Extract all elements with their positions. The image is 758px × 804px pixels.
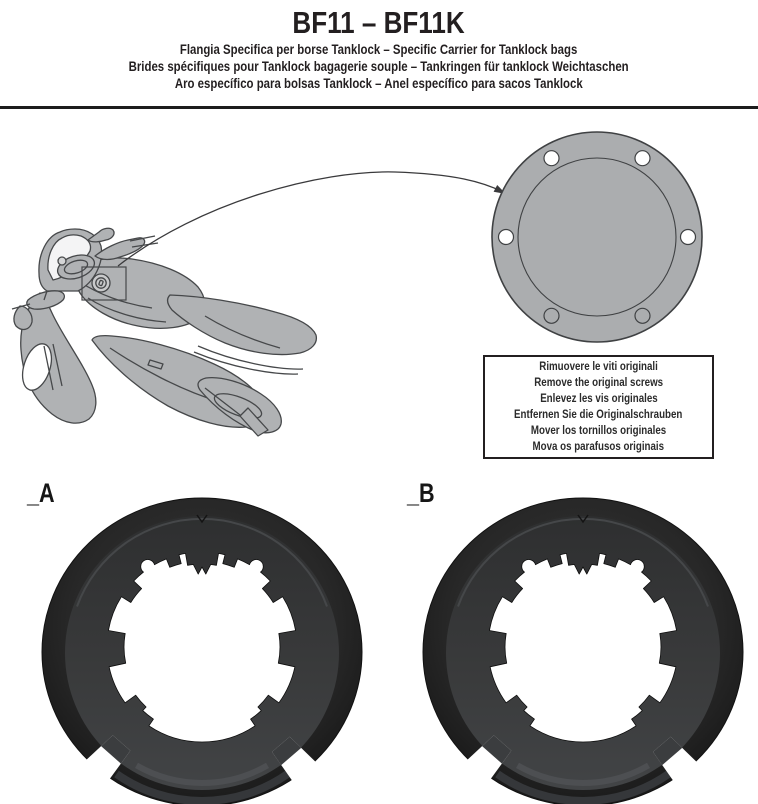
ring-b-illustration [418, 497, 748, 804]
page-title-text: BF11 – BF11K [292, 5, 466, 40]
page-title [0, 5, 758, 41]
screw-hole-top-left [544, 151, 559, 166]
instruction-en: Remove the original screws [534, 376, 663, 389]
seat-tail [168, 295, 317, 355]
fuel-cap-icon [92, 274, 110, 292]
part-a-label: _A [27, 478, 55, 508]
tank-flange-diagram [492, 132, 702, 342]
gauge-icon [58, 257, 66, 265]
part-b-label: _B [407, 478, 435, 508]
screw-hole-top-right [635, 151, 650, 166]
screw-hole-left [499, 230, 514, 245]
ring-a-illustration [37, 497, 367, 804]
motorcycle-illustration [12, 228, 316, 436]
screw-hole-bottom-left [544, 308, 559, 323]
subtitle-line-1: Flangia Specifica per borse Tanklock – Specific Carrier for Tanklock bags [180, 42, 578, 57]
main-illustration-area [0, 110, 758, 470]
parts-section [0, 470, 758, 804]
leader-line [118, 172, 503, 266]
header [0, 0, 758, 109]
subtitle-line-2: Brides spécifiques pour Tanklock bagagerie souple – Tankringen für tanklock Weichtaschen [128, 59, 630, 74]
instruction-de: Entfernen Sie die Originalschrauben [514, 408, 683, 421]
instruction-pt: Mova os parafusos originais [532, 440, 665, 453]
instruction-es: Mover los tornillos originales [530, 424, 667, 437]
screw-hole-bottom-right [635, 308, 650, 323]
instruction-note-box [483, 355, 714, 459]
instruction-it: Rimuovere le viti originali [539, 360, 658, 373]
screw-hole-right [681, 230, 696, 245]
flange-outer [492, 132, 702, 342]
instruction-fr: Enlevez les vis originales [539, 392, 658, 405]
subtitle-line-3: Aro específico para bolsas Tanklock – Anel específico para sacos Tanklock [175, 76, 583, 91]
